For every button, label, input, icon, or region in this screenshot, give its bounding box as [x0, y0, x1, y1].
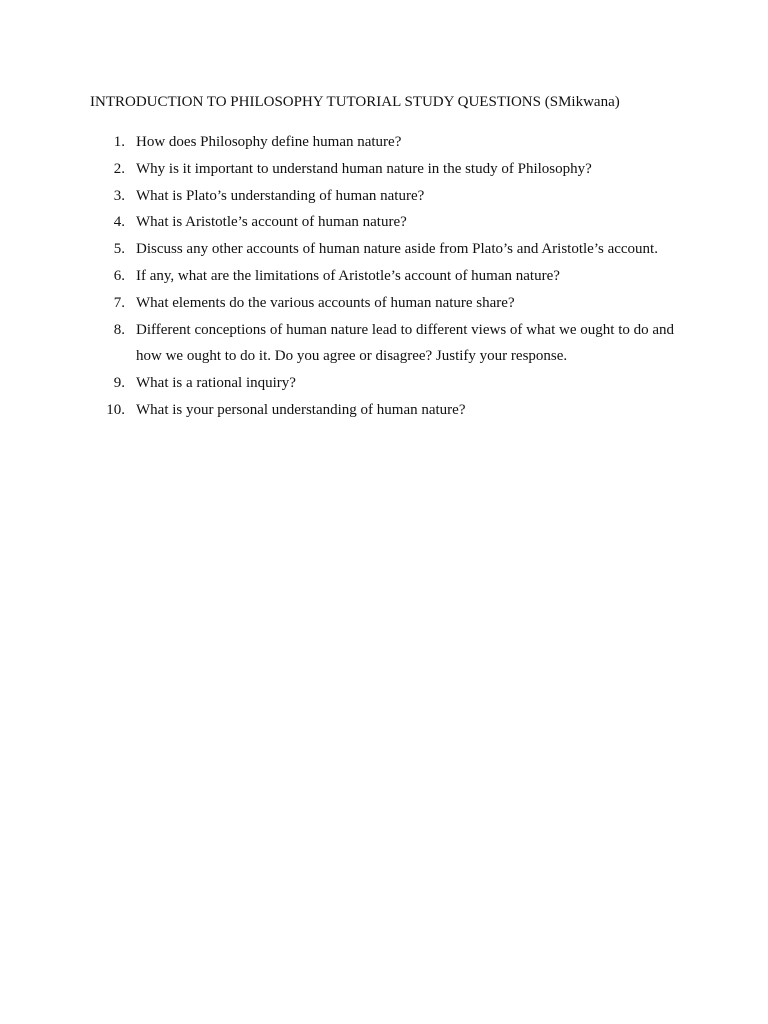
question-number: 8. — [113, 321, 125, 338]
question-item — [0, 397, 768, 424]
question-item — [0, 209, 768, 236]
question-item — [0, 317, 768, 371]
question-number: 7. — [113, 294, 125, 311]
document-title: INTRODUCTION TO PHILOSOPHY TUTORIAL STUDY QUESTIONS (SMikwana) — [90, 94, 620, 110]
question-text: Why is it important to understand human nature in the study of Philosophy? — [136, 160, 592, 177]
question-text: What is Aristotle’s account of human nature? — [136, 214, 407, 231]
question-number: 6. — [113, 267, 125, 284]
question-item — [0, 183, 768, 210]
question-item — [0, 370, 768, 397]
question-item — [0, 290, 768, 317]
question-text: How does Philosophy define human nature? — [136, 134, 402, 150]
question-number: 2. — [113, 160, 125, 177]
question-number: 10. — [106, 401, 125, 418]
question-text: What is your personal understanding of human nature? — [136, 401, 466, 418]
question-number: 5. — [113, 241, 125, 258]
question-item — [0, 129, 768, 156]
question-text: What elements do the various accounts of human nature share? — [136, 294, 515, 311]
question-number: 9. — [113, 375, 125, 392]
question-text: Different conceptions of human nature lead to different views of what we ought to do and how we ought to do it. Do you agree or disagree? Justify your response. — [136, 321, 675, 365]
question-list — [0, 129, 768, 424]
question-text: What is a rational inquiry? — [136, 375, 296, 392]
question-number: 1. — [113, 134, 125, 150]
question-text: Discuss any other accounts of human nature aside from Plato’s and Aristotle’s account. — [136, 241, 658, 258]
question-number: 4. — [113, 214, 125, 231]
question-item — [0, 156, 768, 183]
question-item — [0, 236, 768, 263]
question-number: 3. — [113, 187, 125, 204]
question-text: If any, what are the limitations of Aristotle’s account of human nature? — [136, 267, 560, 284]
question-text: What is Plato’s understanding of human nature? — [136, 187, 425, 204]
question-item — [0, 263, 768, 290]
